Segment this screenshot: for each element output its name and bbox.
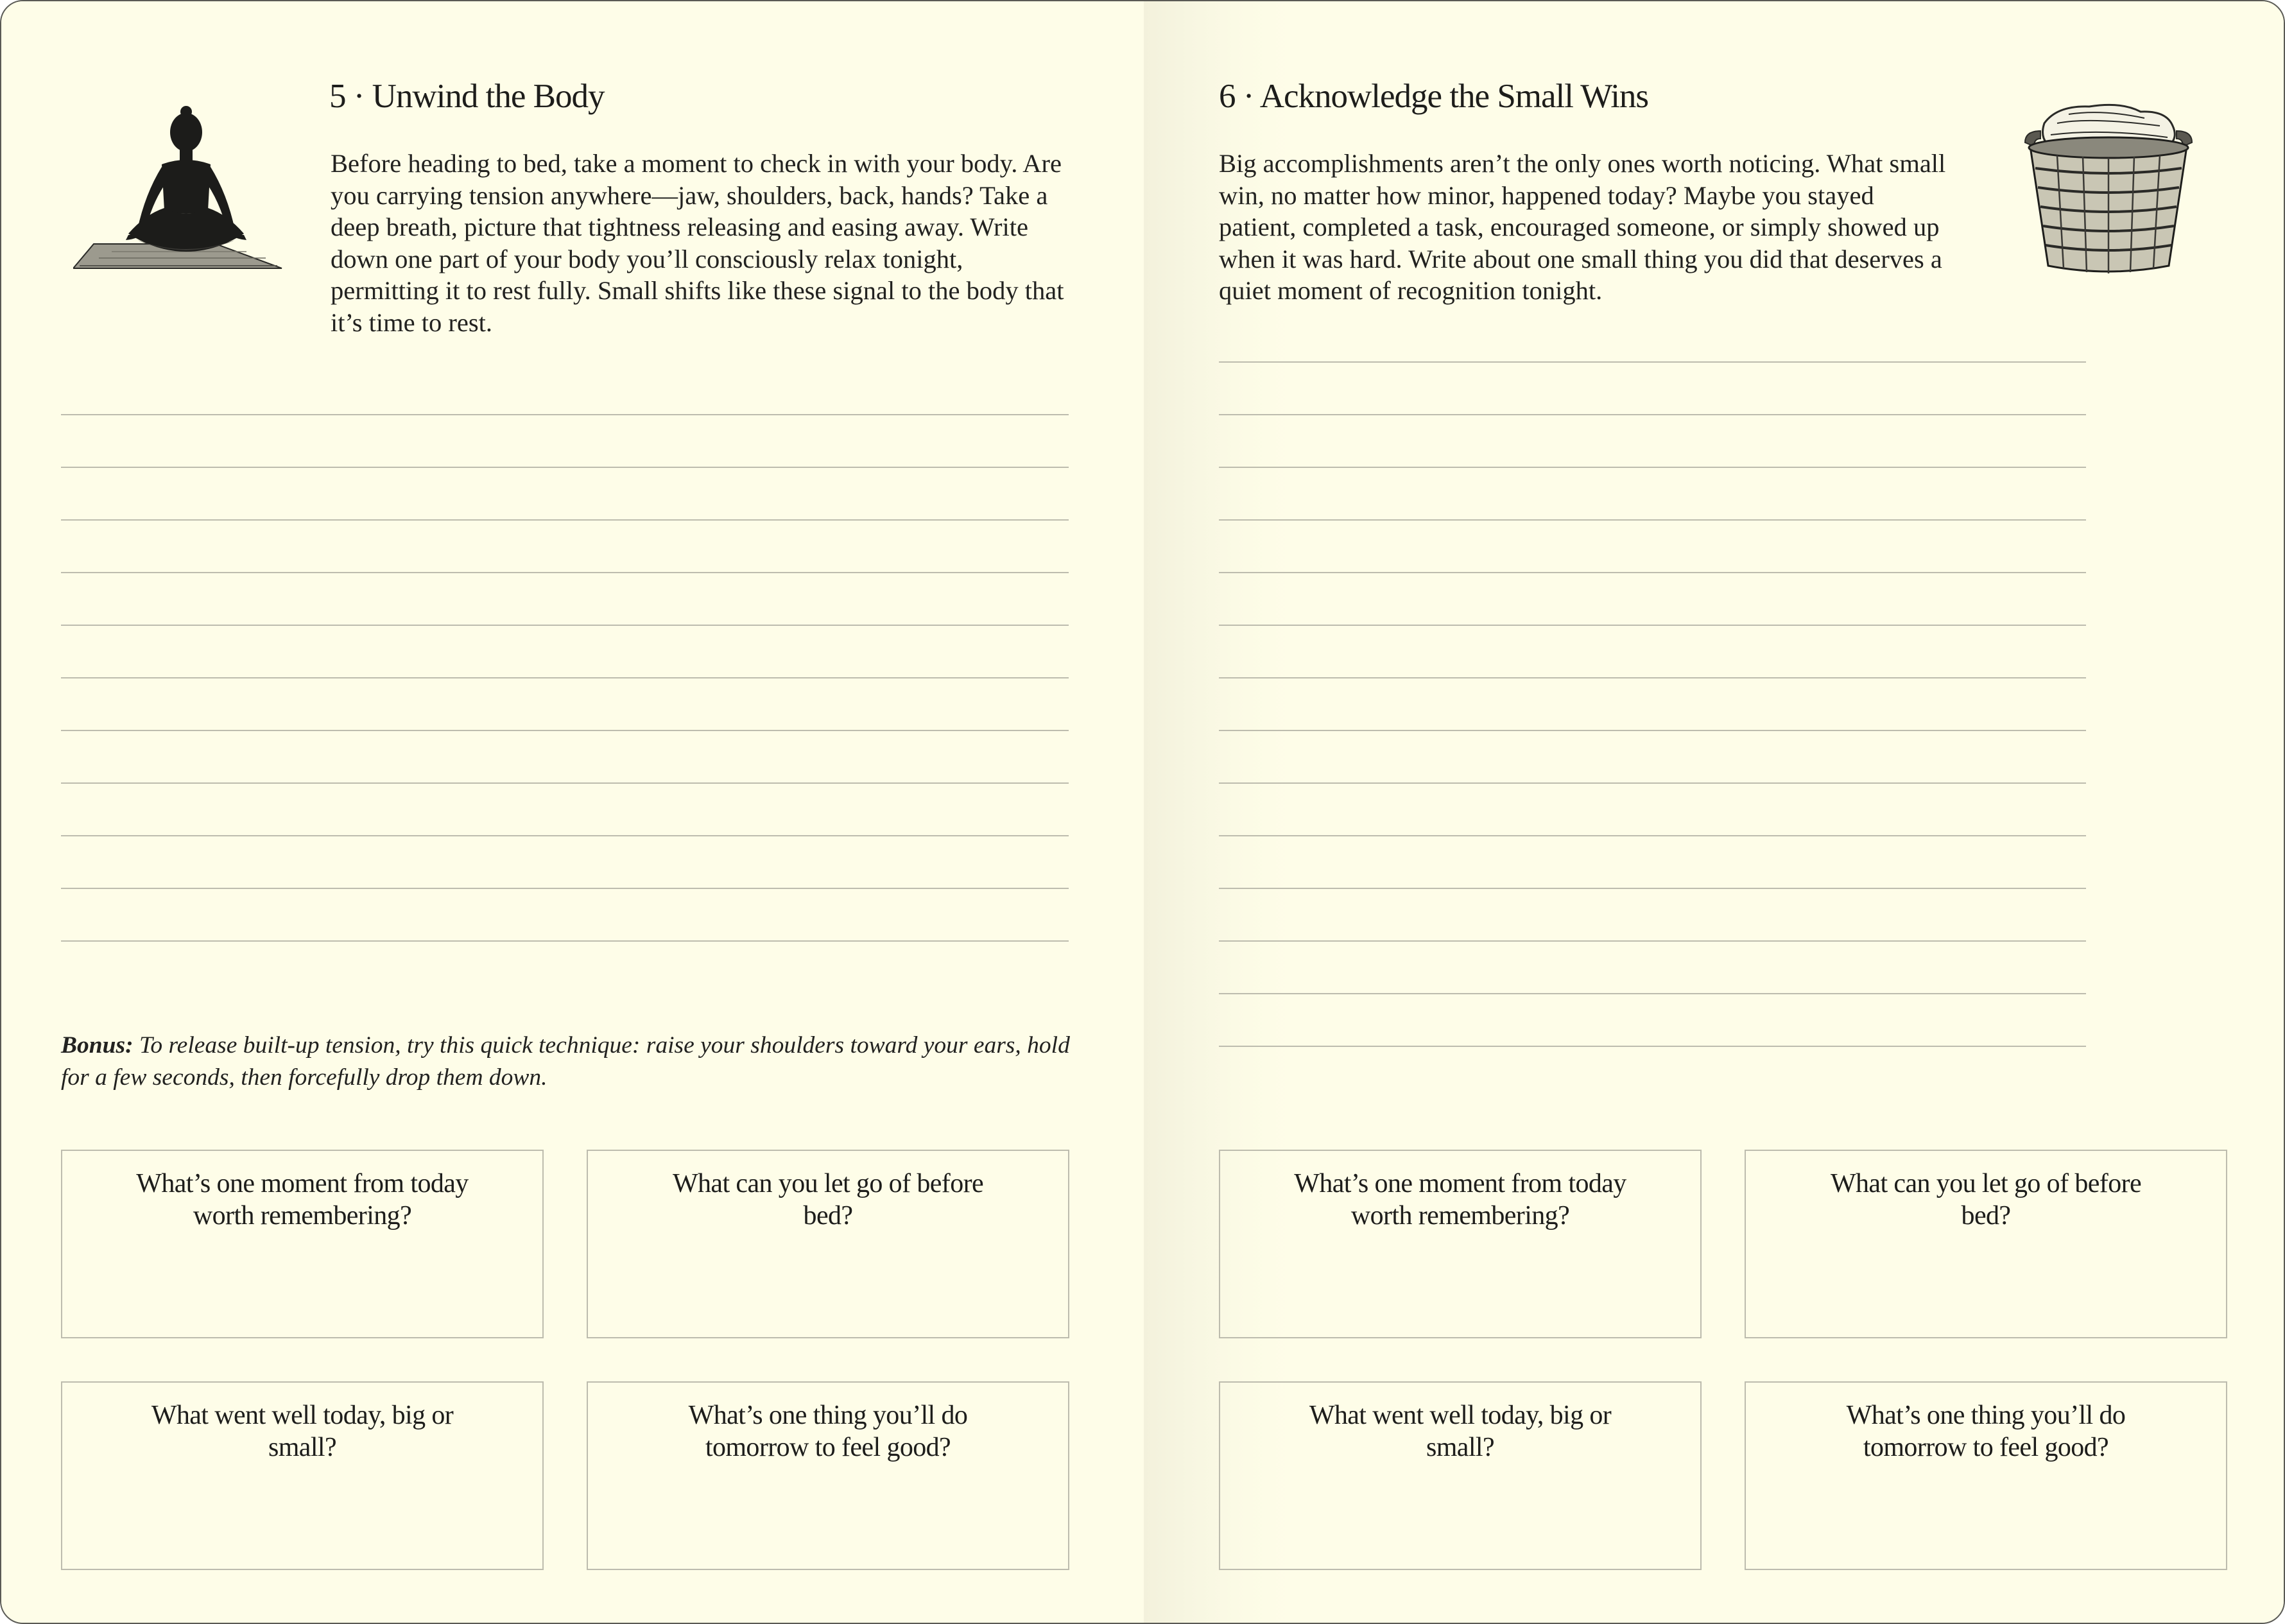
writing-line bbox=[1219, 310, 2086, 363]
writing-line bbox=[61, 468, 1069, 521]
writing-line bbox=[61, 415, 1069, 468]
writing-line bbox=[61, 889, 1069, 942]
prompt-box[interactable] bbox=[1219, 1150, 1702, 1338]
writing-line bbox=[61, 731, 1069, 784]
prompt-box[interactable] bbox=[587, 1381, 1069, 1570]
right-page bbox=[1144, 1, 2285, 1623]
writing-line bbox=[1219, 784, 2086, 836]
left-page bbox=[1, 1, 1144, 1623]
writing-line bbox=[61, 784, 1069, 836]
prompt-box[interactable] bbox=[61, 1381, 544, 1570]
writing-line bbox=[61, 363, 1069, 415]
writing-line bbox=[1219, 942, 2086, 994]
prompt-box[interactable] bbox=[587, 1150, 1069, 1338]
page-title: 5 · Unwind the Body bbox=[329, 78, 605, 115]
bonus-tip bbox=[61, 1030, 1075, 1093]
prompt-text: What’s one thing you’ll do tomorrow to feel good? bbox=[1846, 1401, 2126, 1462]
laundry-basket-illustration-icon bbox=[2012, 98, 2205, 277]
prompt-box[interactable] bbox=[61, 1150, 544, 1338]
intro-paragraph: Before heading to bed, take a moment to check in with your body. Are you carrying tension anywhere—jaw, shoulders, back, hands? Take a deep breath, picture that tightness releasing and easing away. Write down one part of your body you’ll consciously relax tonight, permitting it to rest fully. Small shifts like these signal to the body that it’s time to rest. bbox=[331, 149, 1064, 337]
prompt-box[interactable] bbox=[1745, 1150, 2227, 1338]
writing-line bbox=[1219, 521, 2086, 573]
writing-line bbox=[1219, 415, 2086, 468]
prompt-box[interactable] bbox=[1745, 1381, 2227, 1570]
page-title: 6 · Acknowledge the Small Wins bbox=[1219, 78, 1649, 115]
writing-line bbox=[1219, 678, 2086, 731]
bonus-label: Bonus: bbox=[61, 1032, 134, 1058]
writing-line bbox=[1219, 573, 2086, 626]
writing-line bbox=[61, 521, 1069, 573]
prompt-text: What’s one thing you’ll do tomorrow to feel good? bbox=[688, 1401, 968, 1462]
writing-line bbox=[1219, 363, 2086, 415]
writing-line bbox=[61, 836, 1069, 889]
prompt-text: What can you let go of before bed? bbox=[1830, 1169, 2142, 1231]
writing-line bbox=[61, 678, 1069, 731]
prompt-text: What went well today, big or small? bbox=[151, 1401, 454, 1462]
writing-line bbox=[1219, 731, 2086, 784]
writing-line bbox=[1219, 626, 2086, 678]
writing-line bbox=[1219, 468, 2086, 521]
meditation-illustration-icon bbox=[73, 98, 285, 271]
intro-paragraph: Big accomplishments aren’t the only ones worth noticing. What small win, no matter how minor, happened today? Maybe you stayed patient, completed a task, encouraged someone, or simply showed up when it was hard. Write about one small thing you did that deserves a quiet moment of recognition tonight. bbox=[1219, 149, 1946, 305]
prompt-text: What’s one moment from today worth remembering? bbox=[136, 1169, 469, 1231]
writing-line bbox=[1219, 994, 2086, 1047]
writing-lines[interactable] bbox=[61, 363, 1069, 942]
writing-lines[interactable] bbox=[1219, 310, 2086, 1047]
prompt-text: What can you let go of before bed? bbox=[672, 1169, 984, 1231]
prompt-text: What went well today, big or small? bbox=[1309, 1401, 1612, 1462]
prompt-box[interactable] bbox=[1219, 1381, 1702, 1570]
writing-line bbox=[61, 626, 1069, 678]
writing-line bbox=[61, 573, 1069, 626]
bonus-text: To release built-up tension, try this quick technique: raise your shoulders toward your ears, hold for a few seconds, then forcefully drop them down. bbox=[61, 1032, 1070, 1091]
prompt-text: What’s one moment from today worth remembering? bbox=[1294, 1169, 1626, 1231]
writing-line bbox=[1219, 889, 2086, 942]
writing-line bbox=[1219, 836, 2086, 889]
